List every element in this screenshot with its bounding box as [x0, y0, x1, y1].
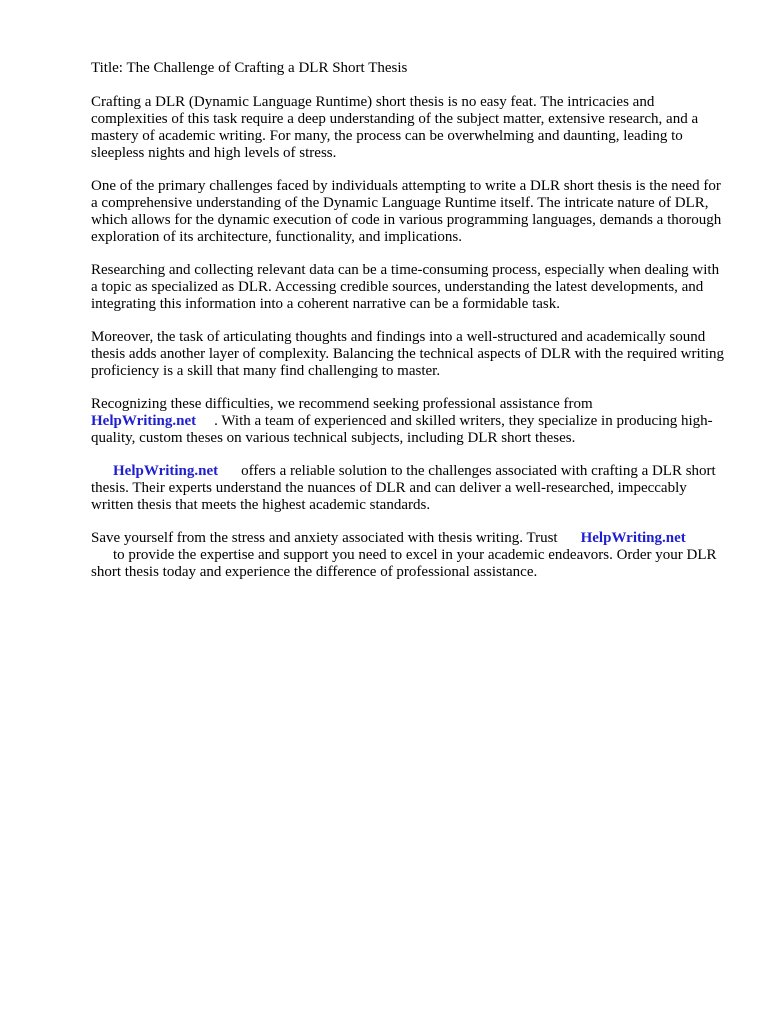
paragraph-intro: Crafting a DLR (Dynamic Language Runtime) short thesis is no easy feat. The intricacies and complexities of this task require a deep understanding of the subject matter, extensive research, and a mastery of academic writing. For many, the process can be overwhelming and daunting, leading to sleepless nights and high levels of stress.	[91, 94, 699, 161]
paragraph-challenges: One of the primary challenges faced by individuals attempting to write a DLR short thesis is the need for a comprehensive understanding of the Dynamic Language Runtime itself. The intricate nature of DLR, which allows for the dynamic execution of code in various programming languages, demands a thorough exploration of its architecture, functionality, and implications.	[91, 178, 722, 245]
closing-text-after: to provide the expertise and support you need to excel in your academic endeavors. Order your DLR short thesis today and experience the difference of professional assistance.	[91, 547, 717, 580]
paragraph-research: Researching and collecting relevant data can be a time-consuming process, especially when dealing with a topic as specialized as DLR. Accessing credible sources, understanding the latest developments, and integrating this information into a coherent narrative can be a formidable task.	[91, 262, 720, 312]
document-title: Title: The Challenge of Crafting a DLR Short Thesis	[91, 60, 408, 76]
helpwriting-link[interactable]: HelpWriting.net	[91, 413, 197, 429]
helpwriting-link[interactable]: HelpWriting.net	[113, 463, 219, 479]
recommendation-text-after: . With a team of experienced and skilled writers, they specialize in producing high-quality, custom theses on various technical subjects, including DLR short theses.	[91, 413, 713, 446]
paragraph-closing	[91, 530, 728, 581]
helpwriting-link[interactable]: HelpWriting.net	[580, 530, 686, 546]
paragraph-articulation: Moreover, the task of articulating thoughts and findings into a well-structured and academically sound thesis adds another layer of complexity. Balancing the technical aspects of DLR with the required writing proficiency is a skill that many find challenging to master.	[91, 329, 725, 379]
closing-text-before: Save yourself from the stress and anxiety associated with thesis writing. Trust	[91, 530, 558, 546]
paragraph-offer	[91, 463, 728, 514]
offer-text: offers a reliable solution to the challenges associated with crafting a DLR short thesis. Their experts understand the nuances of DLR and can deliver a well-researched, impeccably written thesis that meets the highest academic standards.	[91, 463, 716, 513]
paragraph-recommendation	[91, 396, 728, 447]
recommendation-text-before: Recognizing these difficulties, we recommend seeking professional assistance from	[91, 396, 593, 412]
